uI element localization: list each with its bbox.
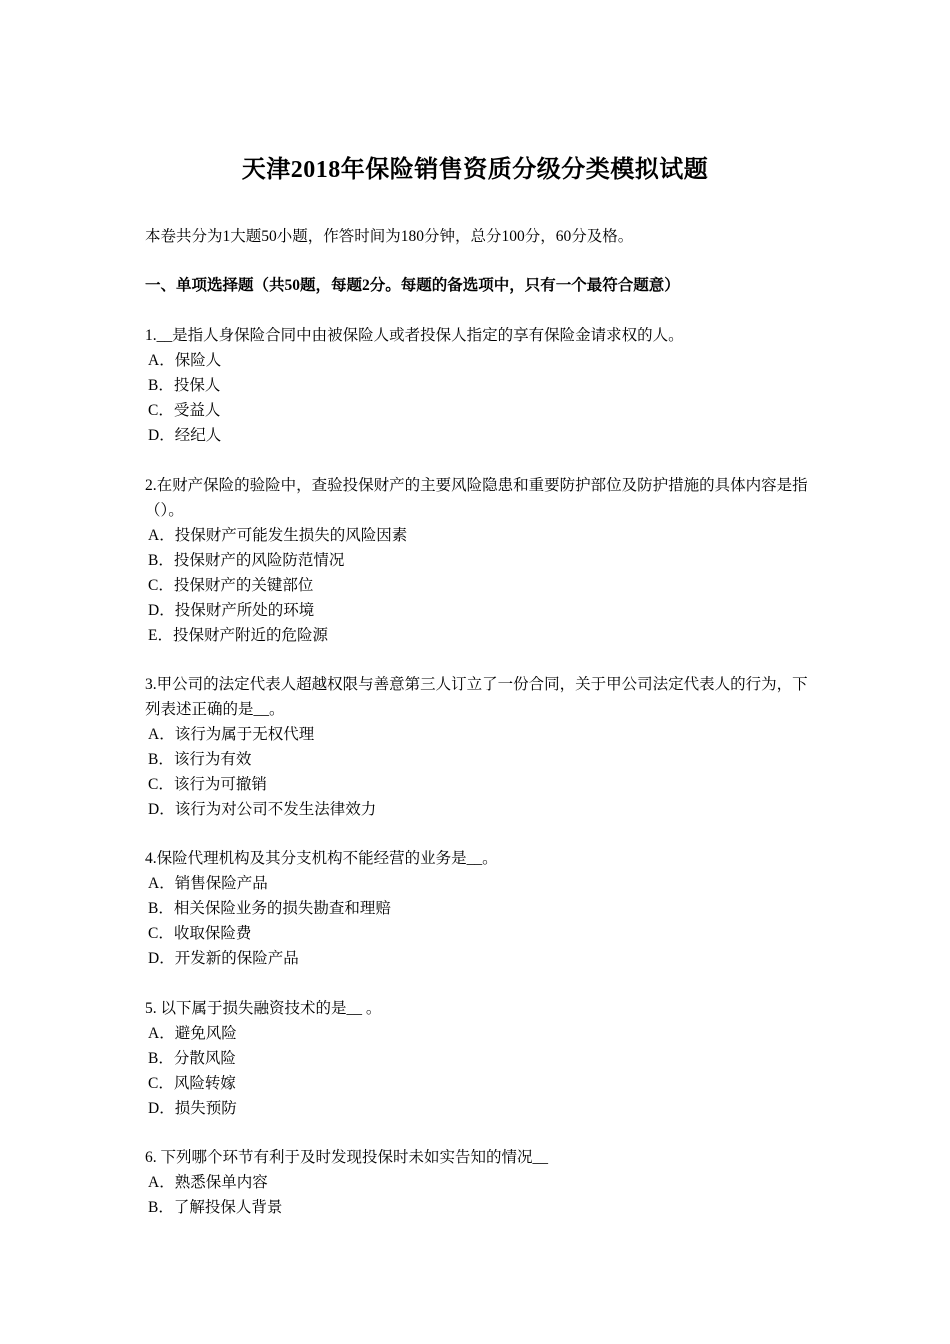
option-a: A．该行为属于无权代理 (148, 726, 315, 743)
document-title: 天津2018年保险销售资质分级分类模拟试题 (241, 157, 709, 183)
option-a: A．保险人 (148, 352, 222, 369)
question-stem: 1.__是指人身保险合同中由被保险人或者投保人指定的享有保险金请求权的人。 (145, 327, 684, 344)
question-stem: 2.在财产保险的验险中，查验投保财产的主要风险隐患和重要防护部位及防护措施的具体内容是指（）。 (145, 477, 808, 519)
question-stem: 5. 以下属于损失融资技术的是__ 。 (145, 1000, 382, 1017)
option-b: B．该行为有效 (148, 751, 252, 768)
question-5 (145, 996, 810, 1121)
question-6 (145, 1145, 810, 1220)
option-list (145, 1170, 810, 1220)
option-a: A．熟悉保单内容 (148, 1174, 268, 1191)
option-c: C．该行为可撤销 (148, 776, 267, 793)
question-1 (145, 323, 810, 448)
section-heading: 一、单项选择题（共50题，每题2分。每题的备选项中，只有一个最符合题意） (145, 277, 680, 294)
option-d: D．该行为对公司不发生法律效力 (148, 801, 377, 818)
question-stem: 4.保险代理机构及其分支机构不能经营的业务是__。 (145, 850, 498, 867)
option-a: A．投保财产可能发生损失的风险因素 (148, 527, 408, 544)
option-d: D．经纪人 (148, 427, 222, 444)
exam-intro: 本卷共分为1大题50小题，作答时间为180分钟，总分100分，60分及格。 (145, 228, 634, 245)
option-list (145, 523, 810, 648)
option-list (145, 348, 810, 448)
option-list (145, 1021, 810, 1121)
question-4 (145, 846, 810, 971)
option-d: D．开发新的保险产品 (148, 950, 299, 967)
option-a: A．销售保险产品 (148, 875, 268, 892)
option-list (145, 871, 810, 971)
option-list (145, 722, 810, 822)
option-c: C．收取保险费 (148, 925, 252, 942)
option-b: B．投保人 (148, 377, 221, 394)
question-2 (145, 473, 810, 648)
question-stem: 6. 下列哪个环节有利于及时发现投保时未如实告知的情况__ (145, 1149, 549, 1166)
option-b: B．分散风险 (148, 1050, 236, 1067)
option-e: E．投保财产附近的危险源 (148, 627, 328, 644)
option-c: C．投保财产的关键部位 (148, 577, 314, 594)
option-c: C．风险转嫁 (148, 1075, 236, 1092)
option-a: A．避免风险 (148, 1025, 237, 1042)
option-b: B．了解投保人背景 (148, 1199, 283, 1216)
option-d: D．损失预防 (148, 1100, 237, 1117)
option-c: C．受益人 (148, 402, 221, 419)
question-3 (145, 672, 810, 822)
option-b: B．投保财产的风险防范情况 (148, 552, 345, 569)
option-b: B．相关保险业务的损失勘查和理赔 (148, 900, 391, 917)
question-stem: 3.甲公司的法定代表人超越权限与善意第三人订立了一份合同，关于甲公司法定代表人的行为，下列表述正确的是__。 (145, 676, 808, 718)
option-d: D．投保财产所处的环境 (148, 602, 315, 619)
